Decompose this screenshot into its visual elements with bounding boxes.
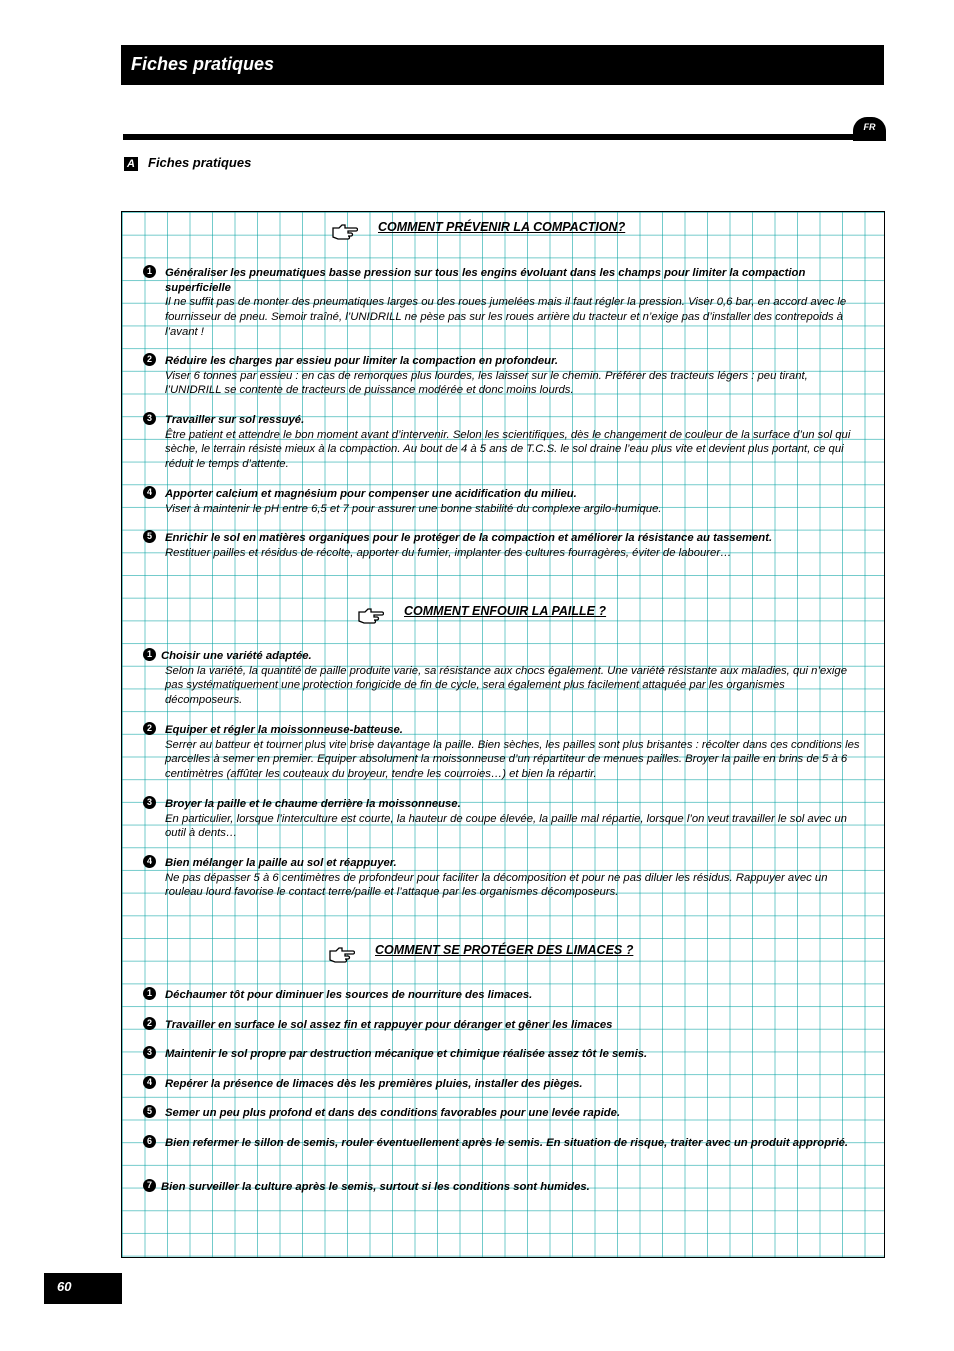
list-item: Bien refermer le sillon de semis, rouler éventuellement après le semis. En situation de risque, traiter avec un produit approprié.	[165, 1137, 849, 1149]
language-label: FR	[863, 122, 876, 132]
heading-straw: COMMENT ENFOUIR LA PAILLE ?	[404, 604, 607, 618]
pointing-hand-icon	[329, 947, 355, 963]
item-title: Equiper et régler la moissonneuse-batteuse.	[165, 724, 403, 736]
item-body: Serrer au batteur et tourner plus vite brise davantage la paille. Bien sèches, les pailles sont plus brisantes : récolter dans ces conditions les parcelles à semer en premier. Equiper absolument la moissonneuse d’un répartiteur de menues pailles. Broyer la paille en brins de 5 à 6 centimètres (affûter les couteaux du broyeur, tendre les courroies…) et bien la répartir.	[165, 738, 860, 781]
list-item: Maintenir le sol propre par destruction mécanique et chimique réalisée assez tôt le semis.	[165, 1048, 648, 1060]
item-number: 3	[143, 412, 156, 425]
list-item	[165, 856, 865, 900]
page-number-box	[44, 1273, 122, 1304]
item-body: Il ne suffit pas de monter des pneumatiques larges ou des roues jumelées mais il faut régler la pression. Viser 0,6 bar, en accord avec le fournisseur de pneu. Semoir traîné, l’UNIDRILL ne pèse pas sur les roues arrière du tracteur et n’exige pas d’installer des contrepoids à l’avant !	[165, 296, 847, 338]
grid-content-box	[121, 211, 885, 1258]
pointing-hand-icon	[332, 224, 358, 240]
item-number: 1	[143, 265, 156, 278]
item-body: Ne pas dépasser 5 à 6 centimètres de profondeur pour faciliter la décomposition et pour ne pas diluer les résidus. Rappuyer avec un rouleau lourd favorise le contact terre/paille et l’attaque par les organismes décomposeurs.	[165, 871, 828, 899]
list-item	[165, 487, 865, 516]
item-title: Réduire les charges par essieu pour limiter la compaction en profondeur.	[165, 355, 558, 367]
item-number: 3	[143, 796, 156, 809]
list-item	[161, 649, 861, 708]
language-tab	[853, 117, 886, 141]
list-item	[165, 266, 865, 340]
item-number: 7	[143, 1179, 156, 1192]
header-rule	[123, 134, 863, 140]
list-item: Travailler en surface le sol assez fin et rappuyer pour déranger et gêner les limaces	[165, 1019, 613, 1031]
item-body: Restituer pailles et résidus de récolte, apporter du fumier, implanter des cultures fourragères, éviter de labourer…	[165, 546, 732, 559]
item-number: 5	[143, 530, 156, 543]
header-bar	[121, 45, 884, 85]
item-number: 1	[143, 987, 156, 1000]
list-item: Bien surveiller la culture après le semis, surtout si les conditions sont humides.	[161, 1181, 590, 1193]
item-number: 3	[143, 1046, 156, 1059]
list-item	[165, 354, 865, 398]
item-number: 2	[143, 722, 156, 735]
item-body: Selon la variété, la quantité de paille produite varie, sa résistance aux chocs également. Une variété résistante aux maladies, qui n’exige pas systématiquement une protection fongicide de fin de cycle, sera également plus facilement attaquée par les organismes décomposeurs.	[165, 664, 847, 707]
item-title: Choisir une variété adaptée.	[161, 650, 312, 662]
list-item	[165, 413, 865, 472]
item-number: 2	[143, 1017, 156, 1030]
item-number: 4	[143, 1076, 156, 1089]
page-number: 60	[57, 1279, 72, 1294]
header-title: Fiches pratiques	[131, 54, 275, 74]
item-number: 4	[143, 486, 156, 499]
item-title: Travailler sur sol ressuyé.	[165, 414, 305, 426]
item-title: Généraliser les pneumatiques basse pression sur tous les engins évoluant dans les champs pour limiter la compaction superficielle	[165, 267, 806, 294]
item-number: 4	[143, 855, 156, 868]
item-number: 2	[143, 353, 156, 366]
item-body: Viser 6 tonnes par essieu : en cas de remorques plus lourdes, les laisser sur le chemin. Préférer des tracteurs légers : peu tirant, l’UNIDRILL se contente de tracteurs de puissance modérée et donc moins lourds.	[165, 369, 808, 397]
item-title: Enrichir le sol en matières organiques pour le protéger de la compaction et améliorer la résistance au tassement.	[165, 532, 773, 544]
section-title: Fiches pratiques	[148, 155, 252, 170]
item-body: Être patient et attendre le bon moment avant d’intervenir. Selon les scientifiques, dès le changement de couleur de la surface d’un sol qui sèche, le terrain résiste mieux à la compaction. Au bout de 4 à 5 ans de T.C.S. le sol draine l’eau plus vite et devient plus portant, ce qui réduit le temps d’attente.	[165, 428, 851, 471]
item-body: En particulier, lorsque l’interculture est courte, la hauteur de coupe élevée, la paille mal répartie, lorsque l’on veut travailler le sol avec un outil à dents…	[165, 812, 847, 840]
item-title: Apporter calcium et magnésium pour compenser une acidification du milieu.	[165, 488, 577, 500]
item-title: Bien mélanger la paille au sol et réappuyer.	[165, 857, 397, 869]
item-title: Broyer la paille et le chaume derrière la moissonneuse.	[165, 798, 461, 810]
list-item: Semer un peu plus profond et dans des conditions favorables pour une levée rapide.	[165, 1107, 621, 1119]
heading-compaction: COMMENT PRÉVENIR LA COMPACTION?	[378, 220, 626, 234]
item-number: 1	[143, 648, 156, 661]
section-marker: A	[124, 157, 138, 171]
pointing-hand-icon	[358, 608, 384, 624]
item-number: 5	[143, 1105, 156, 1118]
list-item: Repérer la présence de limaces dès les premières pluies, installer des pièges.	[165, 1078, 583, 1090]
list-item	[165, 797, 865, 841]
list-item: Déchaumer tôt pour diminuer les sources de nourriture des limaces.	[165, 989, 533, 1001]
list-item	[165, 723, 865, 782]
item-number: 6	[143, 1135, 156, 1148]
heading-slugs: COMMENT SE PROTÉGER DES LIMACES ?	[375, 943, 634, 957]
list-item	[165, 531, 865, 560]
item-body: Viser à maintenir le pH entre 6,5 et 7 pour assurer une bonne stabilité du complexe argilo-humique.	[165, 502, 662, 515]
